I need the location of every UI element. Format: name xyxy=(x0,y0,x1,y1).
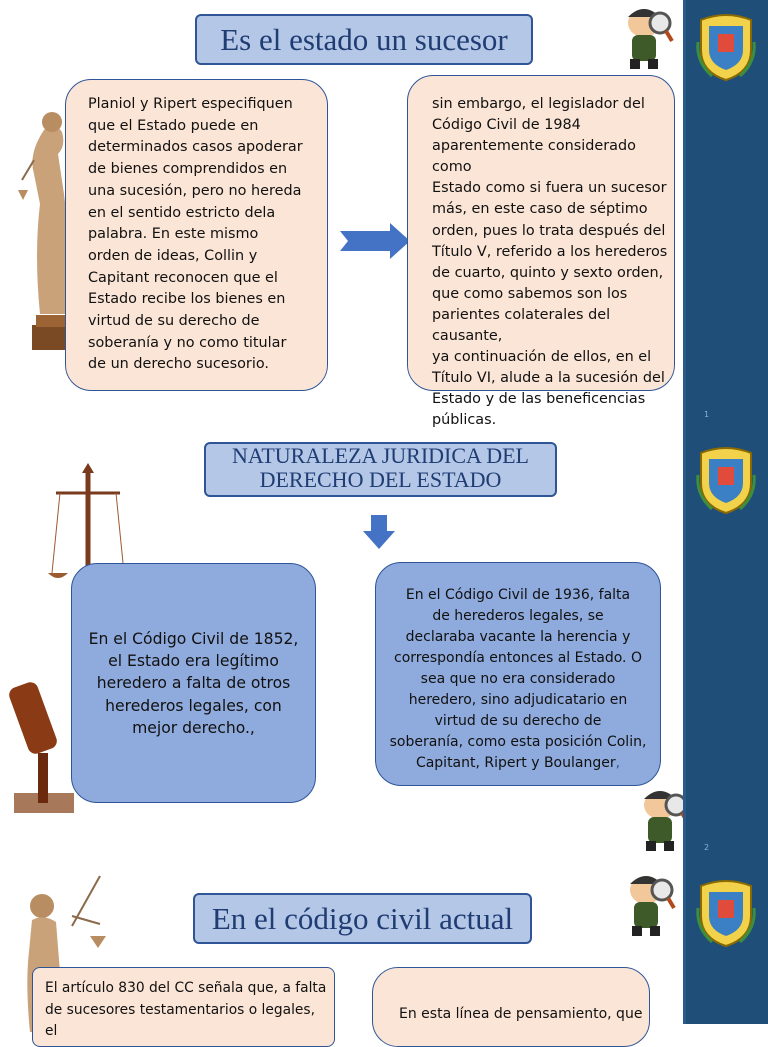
slide-2-title: NATURALEZA JURIDICA DEL DERECHO DEL ESTADO xyxy=(204,442,557,497)
sidebar xyxy=(683,433,768,866)
sidebar xyxy=(683,866,768,1024)
detective-mascot-icon xyxy=(636,787,690,855)
sidebar xyxy=(683,0,768,433)
slide-number: 1 xyxy=(704,410,710,419)
right-text-box: En esta línea de pensamiento, que xyxy=(372,967,650,1047)
slide-number: 2 xyxy=(704,843,710,852)
university-seal-icon xyxy=(696,445,756,515)
university-seal-icon xyxy=(696,878,756,948)
left-text-box: El artículo 830 del CC señala que, a falta de sucesores testamentarios o legales, el xyxy=(32,967,335,1047)
right-text: En el Código Civil de 1936, falta de herederos legales, se declaraba vacante la herencia y correspondía entonces al Estado. O sea que no era considerado heredero, sino adjudicatario en virtud de su derecho de soberanía, como esta posición Colin, Capitant, Ripert y Boulanger xyxy=(389,587,647,771)
slide-3-title: En el código civil actual xyxy=(193,893,532,944)
right-trailing-comma: , xyxy=(615,755,621,771)
slide-1 xyxy=(0,0,768,433)
left-text-box: Planiol y Ripert especifiquen que el Estado puede en determinados casos apoderar de bienes comprendidos en una sucesión, pero no hereda en el sentido estricto dela palabra. En este mismo orden de ideas, Collin y Capitant reconocen que el Estado recibe los bienes en virtud de su derecho de soberanía y no como titular de un derecho sucesorio. xyxy=(65,79,328,391)
detective-mascot-icon xyxy=(622,872,676,940)
left-text-box: En el Código Civil de 1852, el Estado era legítimo heredero a falta de otros herederos legales, con mejor derecho., xyxy=(71,563,316,803)
right-text-box xyxy=(375,562,661,786)
slide-2 xyxy=(0,433,768,866)
university-seal-icon xyxy=(696,12,756,82)
slide-1-title: Es el estado un sucesor xyxy=(195,14,533,65)
slide-3 xyxy=(0,866,768,1039)
gavel-icon xyxy=(14,643,74,813)
down-arrow-icon xyxy=(362,513,396,551)
right-text-box: sin embargo, el legislador del Código Civil de 1984 aparentemente considerado como Estado como si fuera un sucesor más, en este caso de séptimo orden, pues lo trata después del Título V, referido a los herederos de cuarto, quinto y sexto orden, que como sabemos son los parientes colaterales del causante, ya continuación de ellos, en el Título VI, alude a la sucesión del Estado y de las beneficencias públicas. xyxy=(407,75,675,391)
detective-mascot-icon xyxy=(620,5,674,73)
right-arrow-icon xyxy=(338,222,412,260)
